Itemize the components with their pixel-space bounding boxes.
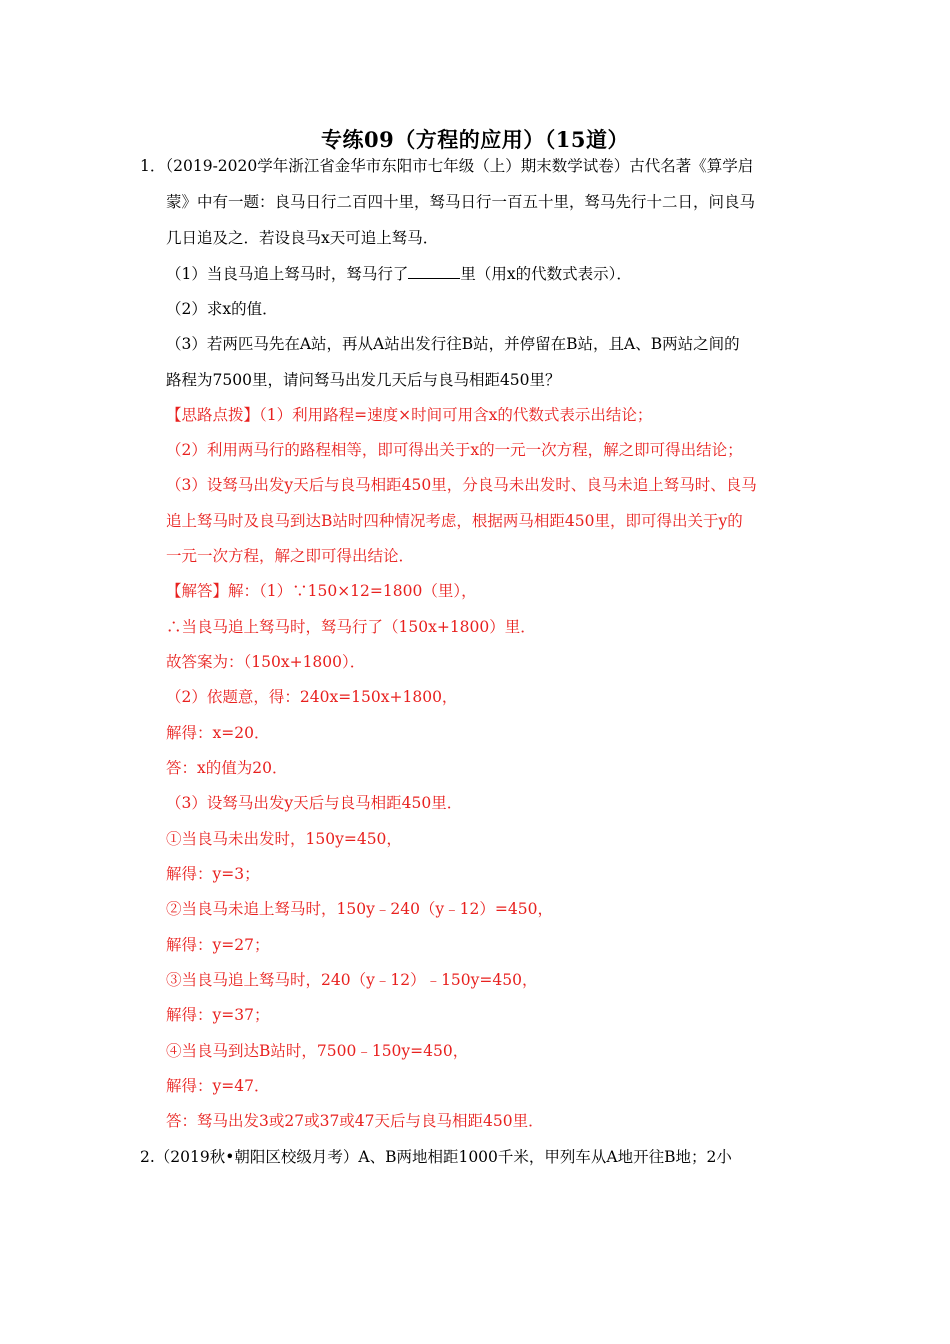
answer-line-7: （3）设驽马出发y天后与良马相距450里． (166, 794, 463, 812)
q1-sub3-line-2: 路程为7500里，请问驽马出发几天后与良马相距450里？ (166, 371, 561, 389)
q1-sub1-suffix: 里（用x的代数式表示）． (460, 265, 632, 283)
hint-line-5: 一元一次方程，解之即可得出结论． (166, 547, 415, 565)
q1-sub3-line-1: （3）若两匹马先在A站，再从A站出发行往B站，并停留在B站，且A、B两站之间的 (166, 335, 740, 353)
answer-line-5: 解得：x=20． (166, 724, 270, 742)
q1-sub1-prefix: （1）当良马追上驽马时，驽马行了 (166, 265, 409, 283)
answer-line-6: 答：x的值为20． (166, 759, 288, 777)
q1-line-3: 几日追及之．若设良马x天可追上驽马． (166, 229, 439, 247)
q1-number: 1． (140, 157, 166, 175)
answer-line-11: 解得：y=27； (166, 936, 270, 954)
answer-line-16: 答：驽马出发3或27或37或47天后与良马相距450里． (166, 1112, 544, 1130)
hint-line-4: 追上驽马时及良马到达B站时四种情况考虑，根据两马相距450里，即可得出关于y的 (166, 512, 743, 530)
q1-line-1 (140, 156, 790, 176)
hint-line-3: （3）设驽马出发y天后与良马相距450里，分良马未出发时、良马未追上驽马时、良马 (166, 476, 757, 494)
hint-line-2: （2）利用两马行的路程相等，即可得出关于x的一元一次方程，解之即可得出结论； (166, 441, 743, 459)
q1-sub1 (166, 264, 816, 284)
answer-line-13: 解得：y=37； (166, 1006, 270, 1024)
answer-line-10: ②当良马未追上驽马时，150y﹣240（y﹣12）=450， (166, 900, 553, 918)
answer-line-3: 故答案为：（150x+1800）． (166, 653, 366, 671)
answer-line-12: ③当良马追上驽马时，240（y﹣12）﹣150y=450， (166, 971, 538, 989)
answer-blank (408, 264, 460, 279)
hint-line-1: 【思路点拨】（1）利用路程=速度×时间可用含x的代数式表示出结论； (166, 406, 653, 424)
answer-line-2: ∴当良马追上驽马时，驽马行了（150x+1800）里． (166, 618, 536, 636)
answer-line-4: （2）依题意，得：240x=150x+1800， (166, 688, 458, 706)
answer-line-9: 解得：y=3； (166, 865, 260, 883)
q2-line-1: 2.（2019秋•朝阳区校级月考）A、B两地相距1000千米，甲列车从A地开往B地；2小 (140, 1148, 732, 1166)
q1-sub2: （2）求x的值． (166, 300, 278, 318)
answer-line-14: ④当良马到达B站时，7500﹣150y=450， (166, 1042, 469, 1060)
answer-line-1: 【解答】解：（1）∵150×12=1800（里）， (166, 582, 477, 600)
q1-text-1: （2019-2020学年浙江省金华市东阳市七年级（上）期末数学试卷）古代名著《算学启 (165, 157, 754, 175)
answer-line-8: ①当良马未出发时，150y=450， (166, 830, 402, 848)
q1-line-2: 蒙》中有一题：良马日行二百四十里，驽马日行一百五十里，驽马先行十二日，问良马 (166, 193, 756, 211)
page-title: 专练09（方程的应用）（15道） (321, 127, 629, 152)
answer-line-15: 解得：y=47． (166, 1077, 270, 1095)
